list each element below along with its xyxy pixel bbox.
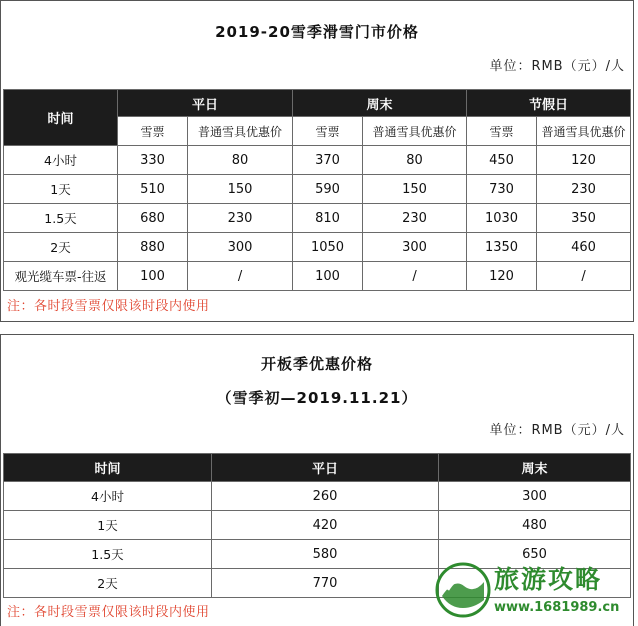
header-holiday: 节假日	[467, 90, 631, 117]
table-cell: 300	[188, 233, 293, 262]
row-label: 1.5天	[4, 204, 118, 233]
table-row	[4, 146, 631, 175]
row-label: 4小时	[4, 146, 118, 175]
table-cell: 370	[293, 146, 363, 175]
header-time: 时间	[4, 454, 212, 482]
row-label: 1.5天	[4, 540, 212, 569]
table-cell: 330	[118, 146, 188, 175]
table-cell: 230	[188, 204, 293, 233]
table-cell: 580	[212, 540, 439, 569]
table-cell: 480	[439, 511, 631, 540]
table-row	[4, 511, 631, 540]
row-label: 观光缆车票-往返	[4, 262, 118, 291]
table2-subtitle: （雪季初—2019.11.21）	[216, 389, 418, 407]
table-cell: 120	[537, 146, 631, 175]
row-label: 1天	[4, 175, 118, 204]
subheader-ticket: 雪票	[118, 117, 188, 146]
watermark-text: 旅游攻略	[494, 565, 603, 594]
table-cell: 100	[118, 262, 188, 291]
table-cell: 650	[439, 540, 631, 569]
subheader-rental: 普通雪具优惠价	[537, 117, 631, 146]
table-cell: 1030	[467, 204, 537, 233]
row-label: 1天	[4, 511, 212, 540]
table-cell: 120	[467, 262, 537, 291]
table-cell: 880	[118, 233, 188, 262]
table-cell: 260	[212, 482, 439, 511]
table1-unit: 单位：RMB（元）/人	[489, 59, 625, 74]
watermark	[432, 556, 638, 626]
table-cell: 300	[363, 233, 467, 262]
watermark-logo-icon	[434, 560, 492, 624]
table-row	[4, 262, 631, 291]
watermark-url: www.1681989.cn	[494, 600, 620, 615]
table-cell: /	[537, 262, 631, 291]
table2-note: 注：各时段雪票仅限该时段内使用	[7, 605, 210, 620]
header-weekend: 周末	[293, 90, 467, 117]
subheader-ticket: 雪票	[293, 117, 363, 146]
row-label: 2天	[4, 233, 118, 262]
table-cell: 150	[188, 175, 293, 204]
table-cell: 680	[118, 204, 188, 233]
table-cell: 420	[212, 511, 439, 540]
table-cell: 80	[188, 146, 293, 175]
table-cell: 300	[439, 482, 631, 511]
row-label: 2天	[4, 569, 212, 598]
subheader-rental: 普通雪具优惠价	[188, 117, 293, 146]
header-weekday: 平日	[118, 90, 293, 117]
table-cell: 1050	[293, 233, 363, 262]
table-cell: 460	[537, 233, 631, 262]
table-cell: 80	[363, 146, 467, 175]
table-row	[4, 175, 631, 204]
table2-title: 开板季优惠价格	[260, 355, 373, 373]
table-cell: 100	[293, 262, 363, 291]
header-weekend: 周末	[439, 454, 631, 482]
subheader-rental: 普通雪具优惠价	[363, 117, 467, 146]
table-cell: 230	[363, 204, 467, 233]
row-label: 4小时	[4, 482, 212, 511]
table-cell: 150	[363, 175, 467, 204]
subheader-ticket: 雪票	[467, 117, 537, 146]
season-price-table	[3, 89, 631, 291]
table1-note: 注：各时段雪票仅限该时段内使用	[7, 299, 210, 314]
table-cell: /	[188, 262, 293, 291]
table1-title: 2019-20雪季滑雪门市价格	[215, 23, 419, 41]
table2-unit: 单位：RMB（元）/人	[489, 423, 625, 438]
table-cell: 770	[212, 569, 439, 598]
table-cell: 590	[293, 175, 363, 204]
table-cell: 350	[537, 204, 631, 233]
table-cell: 450	[467, 146, 537, 175]
table-cell: 1350	[467, 233, 537, 262]
table-row	[4, 233, 631, 262]
table-cell: /	[363, 262, 467, 291]
table-row	[4, 482, 631, 511]
header-time: 时间	[4, 90, 118, 146]
header-weekday: 平日	[212, 454, 439, 482]
table-cell: 230	[537, 175, 631, 204]
table-cell: 510	[118, 175, 188, 204]
table-row	[4, 204, 631, 233]
table-cell: 730	[467, 175, 537, 204]
table-cell: 810	[293, 204, 363, 233]
